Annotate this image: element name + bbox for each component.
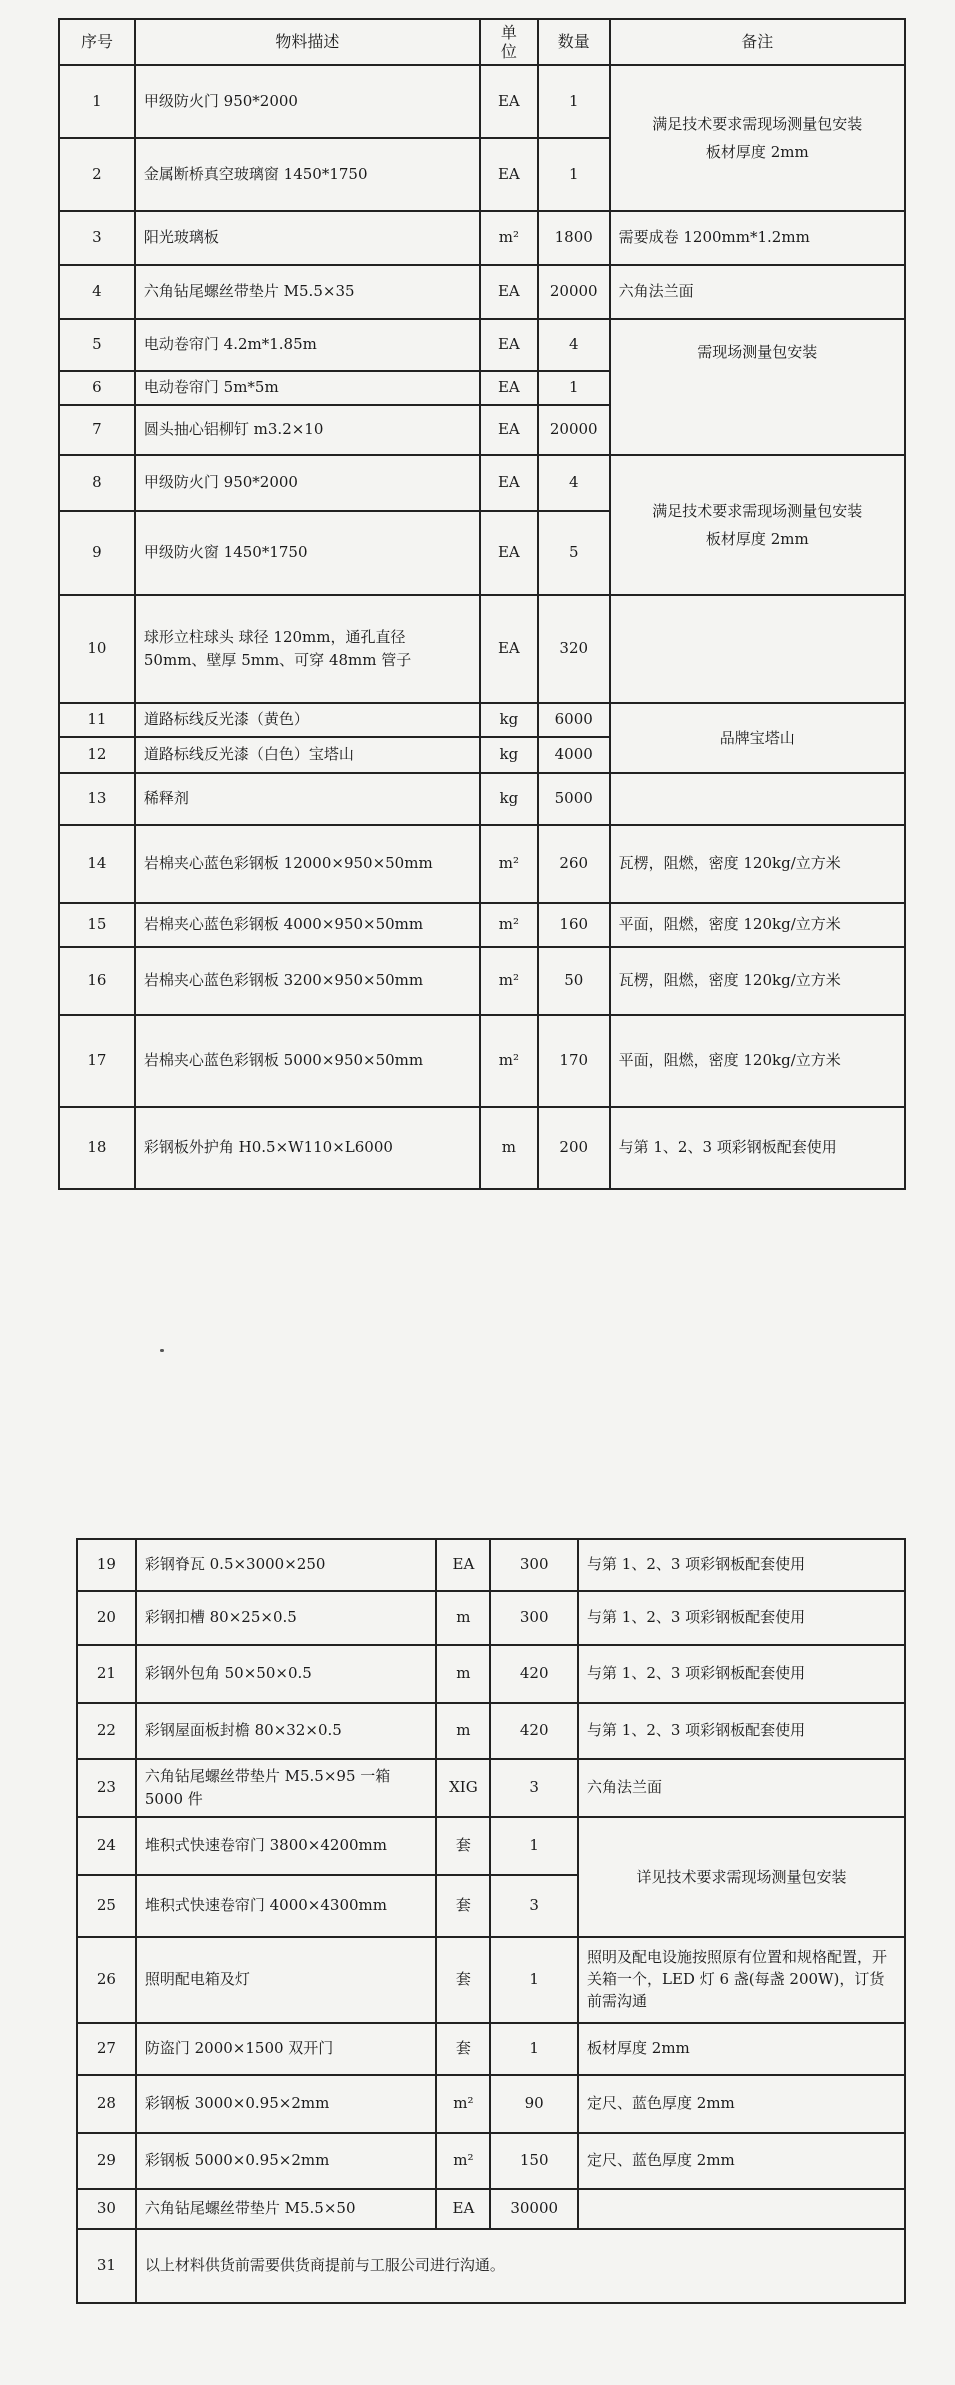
table-row — [77, 2023, 905, 2075]
row-qty: 170 — [538, 1015, 610, 1107]
row-qty: 200 — [538, 1107, 610, 1189]
row-desc: 甲级防火窗 1450*1750 — [135, 511, 480, 595]
materials-table — [58, 18, 906, 1190]
table-row — [77, 2075, 905, 2133]
row-no: 7 — [59, 405, 135, 455]
row-remark: 平面，阻燃，密度 120kg/立方米 — [610, 903, 905, 947]
row-desc: 球形立柱球头 球径 120mm，通孔直径 50mm、壁厚 5mm、可穿 48mm 管子 — [135, 595, 480, 703]
row-unit: EA — [480, 595, 538, 703]
row-no: 3 — [59, 211, 135, 265]
table-row — [59, 265, 905, 319]
row-no: 14 — [59, 825, 135, 903]
row-remark — [578, 2189, 905, 2229]
row-no: 24 — [77, 1817, 136, 1875]
row-desc: 岩棉夹心蓝色彩钢板 4000×950×50mm — [135, 903, 480, 947]
row-remark: 与第 1、2、3 项彩钢板配套使用 — [578, 1645, 905, 1703]
table-row — [59, 595, 905, 703]
row-remark: 板材厚度 2mm — [578, 2023, 905, 2075]
row-unit: EA — [480, 405, 538, 455]
row-desc: 圆头抽心铝柳钉 m3.2×10 — [135, 405, 480, 455]
row-desc: 彩钢外包角 50×50×0.5 — [136, 1645, 437, 1703]
table-row-note — [77, 2229, 905, 2303]
row-unit: kg — [480, 703, 538, 737]
table-row — [59, 455, 905, 511]
row-remark: 定尺、蓝色厚度 2mm — [578, 2133, 905, 2189]
row-no: 19 — [77, 1539, 136, 1591]
header-desc: 物料描述 — [135, 19, 480, 65]
row-remark — [610, 595, 905, 703]
row-unit: kg — [480, 737, 538, 773]
row-qty: 30000 — [490, 2189, 578, 2229]
row-desc: 彩钢板外护角 H0.5×W110×L6000 — [135, 1107, 480, 1189]
row-unit: m² — [480, 903, 538, 947]
materials-table-continued — [76, 1538, 906, 2304]
row-desc: 岩棉夹心蓝色彩钢板 5000×950×50mm — [135, 1015, 480, 1107]
row-no: 15 — [59, 903, 135, 947]
row-desc: 电动卷帘门 4.2m*1.85m — [135, 319, 480, 371]
row-desc: 堆积式快速卷帘门 4000×4300mm — [136, 1875, 437, 1937]
row-no: 21 — [77, 1645, 136, 1703]
row-qty: 20000 — [538, 405, 610, 455]
row-unit: EA — [480, 138, 538, 211]
row-remark: 瓦楞，阻燃，密度 120kg/立方米 — [610, 947, 905, 1015]
table-row — [77, 1817, 905, 1875]
row-desc: 岩棉夹心蓝色彩钢板 12000×950×50mm — [135, 825, 480, 903]
header-unit: 单 位 — [480, 19, 538, 65]
row-qty: 3 — [490, 1759, 578, 1817]
materials-table-page-1 — [58, 18, 906, 1190]
row-qty: 320 — [538, 595, 610, 703]
row-unit: EA — [480, 65, 538, 138]
row-remark: 六角法兰面 — [610, 265, 905, 319]
row-remark: 与第 1、2、3 项彩钢板配套使用 — [578, 1591, 905, 1645]
row-no: 26 — [77, 1937, 136, 2023]
row-desc: 电动卷帘门 5m*5m — [135, 371, 480, 405]
row-desc: 彩钢屋面板封檐 80×32×0.5 — [136, 1703, 437, 1759]
row-qty: 1 — [538, 371, 610, 405]
row-qty: 420 — [490, 1645, 578, 1703]
table-header-row — [59, 19, 905, 65]
scan-speck — [160, 1349, 164, 1352]
row-desc: 稀释剂 — [135, 773, 480, 825]
row-no: 1 — [59, 65, 135, 138]
row-unit: m — [436, 1645, 490, 1703]
row-no: 16 — [59, 947, 135, 1015]
row-desc: 彩钢脊瓦 0.5×3000×250 — [136, 1539, 437, 1591]
table-row — [59, 773, 905, 825]
row-qty: 6000 — [538, 703, 610, 737]
row-no: 20 — [77, 1591, 136, 1645]
row-qty: 300 — [490, 1539, 578, 1591]
row-desc: 甲级防火门 950*2000 — [135, 65, 480, 138]
row-no: 8 — [59, 455, 135, 511]
supply-note: 以上材料供货前需要供货商提前与工服公司进行沟通。 — [136, 2229, 905, 2303]
table-row — [59, 903, 905, 947]
row-no: 6 — [59, 371, 135, 405]
row-qty: 20000 — [538, 265, 610, 319]
row-unit: EA — [436, 2189, 490, 2229]
row-no: 31 — [77, 2229, 136, 2303]
row-remark: 与第 1、2、3 项彩钢板配套使用 — [610, 1107, 905, 1189]
table-row — [59, 1015, 905, 1107]
row-no: 29 — [77, 2133, 136, 2189]
row-no: 10 — [59, 595, 135, 703]
row-desc: 六角钻尾螺丝带垫片 M5.5×50 — [136, 2189, 437, 2229]
row-unit: m — [480, 1107, 538, 1189]
table-row — [77, 1539, 905, 1591]
table-row — [59, 825, 905, 903]
row-unit: 套 — [436, 1817, 490, 1875]
row-desc: 堆积式快速卷帘门 3800×4200mm — [136, 1817, 437, 1875]
materials-table-page-2 — [76, 1538, 906, 2304]
table-row — [59, 65, 905, 138]
row-remark: 需现场测量包安装 — [610, 319, 905, 455]
row-remark: 平面，阻燃，密度 120kg/立方米 — [610, 1015, 905, 1107]
row-unit: EA — [436, 1539, 490, 1591]
row-unit: m — [436, 1703, 490, 1759]
table-row — [59, 1107, 905, 1189]
row-unit: 套 — [436, 2023, 490, 2075]
table-row — [77, 1645, 905, 1703]
row-qty: 4 — [538, 455, 610, 511]
row-qty: 50 — [538, 947, 610, 1015]
row-remark: 六角法兰面 — [578, 1759, 905, 1817]
row-qty: 90 — [490, 2075, 578, 2133]
row-unit: EA — [480, 265, 538, 319]
row-unit: m² — [480, 947, 538, 1015]
row-qty: 1 — [538, 65, 610, 138]
table-row — [59, 947, 905, 1015]
row-remark: 定尺、蓝色厚度 2mm — [578, 2075, 905, 2133]
row-unit: kg — [480, 773, 538, 825]
row-remark: 与第 1、2、3 项彩钢板配套使用 — [578, 1539, 905, 1591]
row-no: 23 — [77, 1759, 136, 1817]
row-desc: 道路标线反光漆（白色）宝塔山 — [135, 737, 480, 773]
row-no: 18 — [59, 1107, 135, 1189]
row-no: 30 — [77, 2189, 136, 2229]
table-row — [77, 2189, 905, 2229]
row-desc: 防盗门 2000×1500 双开门 — [136, 2023, 437, 2075]
row-unit: EA — [480, 511, 538, 595]
row-unit: m — [436, 1591, 490, 1645]
row-desc: 道路标线反光漆（黄色） — [135, 703, 480, 737]
row-qty: 160 — [538, 903, 610, 947]
row-remark: 照明及配电设施按照原有位置和规格配置，开关箱一个，LED 灯 6 盏(每盏 200W)，订货前需沟通 — [578, 1937, 905, 2023]
row-unit: 套 — [436, 1875, 490, 1937]
row-qty: 300 — [490, 1591, 578, 1645]
row-qty: 1800 — [538, 211, 610, 265]
table-row — [77, 1937, 905, 2023]
row-remark: 满足技术要求需现场测量包安装 板材厚度 2mm — [610, 455, 905, 595]
row-desc: 照明配电箱及灯 — [136, 1937, 437, 2023]
row-unit: XIG — [436, 1759, 490, 1817]
row-remark: 详见技术要求需现场测量包安装 — [578, 1817, 905, 1937]
row-unit: EA — [480, 455, 538, 511]
row-qty: 150 — [490, 2133, 578, 2189]
row-no: 13 — [59, 773, 135, 825]
row-unit: m² — [480, 825, 538, 903]
row-qty: 4 — [538, 319, 610, 371]
row-no: 12 — [59, 737, 135, 773]
table-row — [77, 2133, 905, 2189]
table-row — [77, 1703, 905, 1759]
row-remark: 需要成卷 1200mm*1.2mm — [610, 211, 905, 265]
row-desc: 彩钢板 3000×0.95×2mm — [136, 2075, 437, 2133]
table-row — [59, 319, 905, 371]
row-no: 11 — [59, 703, 135, 737]
row-no: 28 — [77, 2075, 136, 2133]
row-desc: 阳光玻璃板 — [135, 211, 480, 265]
row-desc: 彩钢板 5000×0.95×2mm — [136, 2133, 437, 2189]
header-remark: 备注 — [610, 19, 905, 65]
row-qty: 260 — [538, 825, 610, 903]
row-qty: 1 — [490, 2023, 578, 2075]
row-no: 25 — [77, 1875, 136, 1937]
row-remark: 与第 1、2、3 项彩钢板配套使用 — [578, 1703, 905, 1759]
row-remark: 品牌宝塔山 — [610, 703, 905, 773]
row-qty: 420 — [490, 1703, 578, 1759]
row-unit: m² — [436, 2133, 490, 2189]
row-unit: 套 — [436, 1937, 490, 2023]
row-no: 2 — [59, 138, 135, 211]
row-unit: m² — [480, 1015, 538, 1107]
row-qty: 1 — [490, 1937, 578, 2023]
header-qty: 数量 — [538, 19, 610, 65]
table-row — [77, 1591, 905, 1645]
row-desc: 岩棉夹心蓝色彩钢板 3200×950×50mm — [135, 947, 480, 1015]
row-desc: 甲级防火门 950*2000 — [135, 455, 480, 511]
row-unit: m² — [480, 211, 538, 265]
table-row — [59, 211, 905, 265]
row-qty: 1 — [538, 138, 610, 211]
row-desc: 六角钻尾螺丝带垫片 M5.5×95 一箱 5000 件 — [136, 1759, 437, 1817]
row-desc: 金属断桥真空玻璃窗 1450*1750 — [135, 138, 480, 211]
row-no: 4 — [59, 265, 135, 319]
row-qty: 5000 — [538, 773, 610, 825]
row-no: 27 — [77, 2023, 136, 2075]
row-no: 9 — [59, 511, 135, 595]
row-unit: EA — [480, 319, 538, 371]
row-remark: 满足技术要求需现场测量包安装 板材厚度 2mm — [610, 65, 905, 211]
row-qty: 4000 — [538, 737, 610, 773]
row-remark: 瓦楞，阻燃，密度 120kg/立方米 — [610, 825, 905, 903]
row-no: 22 — [77, 1703, 136, 1759]
header-seq: 序号 — [59, 19, 135, 65]
row-unit: m² — [436, 2075, 490, 2133]
row-qty: 1 — [490, 1817, 578, 1875]
row-unit: EA — [480, 371, 538, 405]
row-no: 17 — [59, 1015, 135, 1107]
row-qty: 5 — [538, 511, 610, 595]
table-row — [77, 1759, 905, 1817]
table-row — [59, 703, 905, 737]
row-desc: 六角钻尾螺丝带垫片 M5.5×35 — [135, 265, 480, 319]
row-desc: 彩钢扣槽 80×25×0.5 — [136, 1591, 437, 1645]
row-no: 5 — [59, 319, 135, 371]
row-qty: 3 — [490, 1875, 578, 1937]
row-remark — [610, 773, 905, 825]
